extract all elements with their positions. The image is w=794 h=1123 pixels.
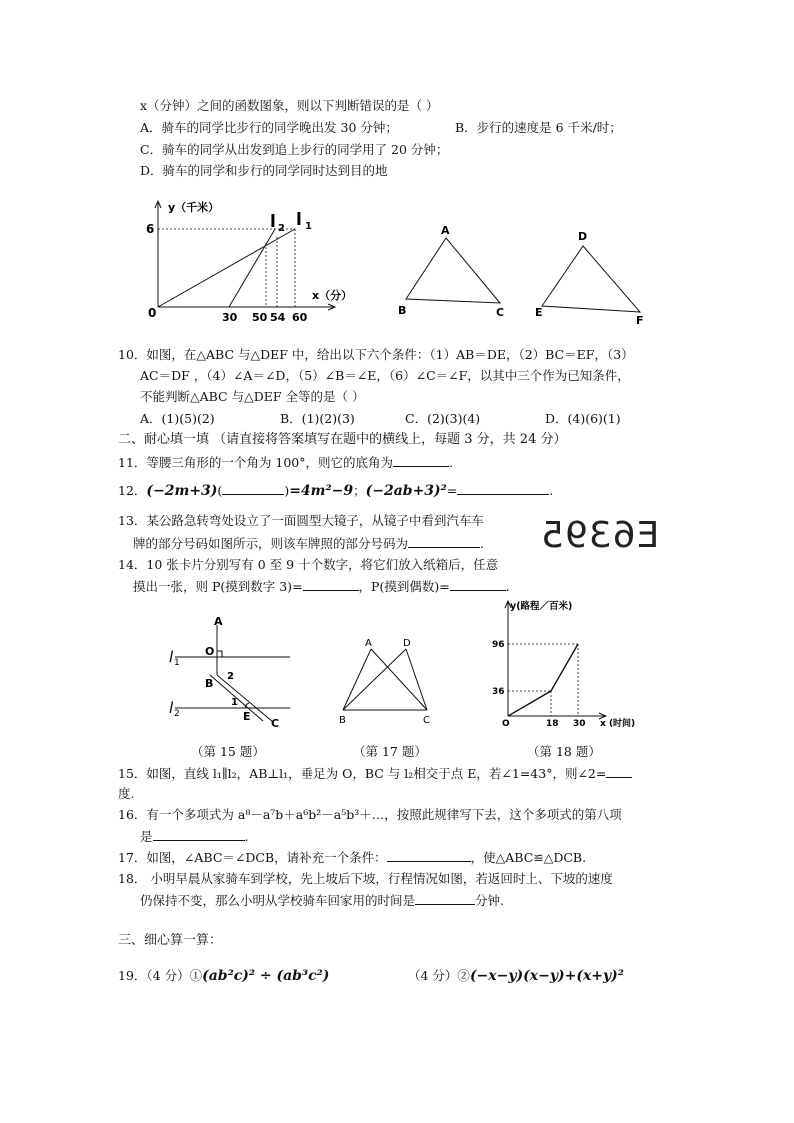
q14-answer-blank-2[interactable] bbox=[450, 578, 506, 591]
q9-graph bbox=[140, 195, 360, 330]
fig18-origin: O bbox=[502, 719, 510, 729]
q9-l1-label: l bbox=[296, 210, 302, 230]
q17-text: 17．如图，∠ABC＝∠DCB，请补充一个条件： bbox=[118, 850, 387, 865]
q13-answer-blank[interactable] bbox=[408, 535, 480, 548]
fig18-t18: 18 bbox=[546, 719, 559, 729]
q16-end: . bbox=[244, 829, 249, 844]
fig17-caption: （第 17 题） bbox=[353, 744, 427, 759]
mirror-plate-image: E6395 bbox=[540, 515, 660, 556]
fig17-line-cd bbox=[406, 649, 427, 710]
q13-line1: 13．某公路急转弯处设立了一面圆型大镜子，从镜子中看到汽车车 bbox=[118, 513, 484, 528]
q18-line2 bbox=[140, 892, 504, 909]
fig17-line-ac bbox=[371, 649, 427, 710]
q19-label1: 19．（4 分）① bbox=[118, 968, 203, 983]
q9-l2-label: l bbox=[270, 212, 276, 232]
q19-label2: （4 分）② bbox=[408, 968, 470, 983]
fig15-l1-sub: 1 bbox=[174, 658, 180, 668]
q14-answer-blank-1[interactable] bbox=[303, 578, 359, 591]
q10-line1: 10．如图，在△ABC 与△DEF 中，给出以下六个条件：（1）AB＝DE，（2）BC＝EF，（3） bbox=[118, 347, 634, 362]
fig17-label-a: A bbox=[365, 638, 372, 649]
fig17-line-ba bbox=[343, 649, 371, 710]
q19-expr1: (ab²c)² ÷ (ab³c²) bbox=[202, 968, 330, 984]
q9-line-l1 bbox=[158, 229, 295, 307]
label-c: C bbox=[496, 306, 505, 319]
q13-end: . bbox=[480, 536, 484, 551]
q16-answer-blank[interactable] bbox=[153, 828, 245, 841]
fig15-l2-label: l bbox=[169, 699, 174, 717]
q12-part2: =4m²−9 bbox=[289, 483, 354, 499]
label-d: D bbox=[578, 230, 588, 243]
fig15 bbox=[165, 615, 295, 735]
fig18-v36: 36 bbox=[492, 687, 505, 697]
fig15-label-o: O bbox=[205, 645, 215, 658]
fig15-angle2: 2 bbox=[227, 671, 234, 682]
q14-end: . bbox=[505, 579, 510, 594]
q12-end: . bbox=[549, 483, 554, 498]
fig15-angle1: 1 bbox=[231, 697, 238, 708]
fig15-label-b: B bbox=[205, 677, 214, 690]
q11 bbox=[118, 454, 453, 471]
q16-text: 是 bbox=[140, 829, 153, 844]
q9-option-b: B．步行的速度是 6 千米/时； bbox=[455, 120, 622, 135]
label-b: B bbox=[398, 304, 407, 317]
q12-paren-close: ) bbox=[284, 483, 290, 498]
q9-y-6: 6 bbox=[146, 222, 155, 236]
q9-l1-sub: 1 bbox=[305, 221, 312, 232]
q15-line1 bbox=[118, 765, 632, 782]
fig15-right-angle bbox=[217, 651, 222, 657]
fig18-y-label: y(路程／百米) bbox=[510, 601, 573, 612]
q14-even-text: ，P(摸到偶数)= bbox=[358, 579, 450, 594]
q10-option-a: A．(1)(5)(2) bbox=[140, 411, 215, 426]
triangles-figure bbox=[390, 220, 660, 330]
q14-p3-text: 摸出一张，则 P(摸到数字 3)= bbox=[133, 579, 303, 594]
q9-stem: x（分钟）之间的函数图象，则以下判断错误的是（ ） bbox=[140, 98, 439, 113]
q10-option-b: B．(1)(2)(3) bbox=[280, 411, 355, 426]
q11-text: 11．等腰三角形的一个角为 100°，则它的底角为 bbox=[118, 455, 393, 470]
q16-line1: 16．有一个多项式为 a⁸－a⁷b＋a⁶b²－a⁵b³＋…，按照此规律写下去，这个多项式的第八项 bbox=[118, 807, 622, 822]
q12-part3: (−2ab+3)² bbox=[365, 483, 447, 499]
fig18-v96: 96 bbox=[492, 640, 505, 650]
q15-answer-blank[interactable] bbox=[606, 765, 632, 778]
q9-tick-54: 54 bbox=[270, 311, 286, 324]
q19-expr2: (−x−y)(x−y)+(x+y)² bbox=[469, 968, 624, 984]
q9-tick-60: 60 bbox=[292, 311, 308, 324]
q10-option-d: D．(4)(6)(1) bbox=[545, 411, 621, 426]
q19-part1 bbox=[118, 966, 329, 986]
section3-title: 三、细心算一算： bbox=[118, 933, 223, 948]
q17 bbox=[118, 849, 586, 866]
fig18-t30: 30 bbox=[573, 719, 586, 729]
fig18-path bbox=[508, 644, 578, 716]
q14-line2 bbox=[133, 578, 510, 595]
fig17-label-c: C bbox=[423, 715, 430, 726]
q12-answer-blank-2[interactable] bbox=[457, 482, 549, 495]
label-f: F bbox=[636, 314, 644, 327]
fig15-l1-label: l bbox=[169, 648, 174, 666]
q12-eq: = bbox=[446, 483, 458, 498]
fig17-label-b: B bbox=[339, 715, 346, 726]
fig17-line-db bbox=[343, 649, 406, 710]
label-e: E bbox=[535, 306, 543, 319]
fig17-label-d: D bbox=[403, 638, 411, 649]
q10-line2: AC＝DF ，（4）∠A＝∠D，（5）∠B＝∠E，（6）∠C＝∠F，以其中三个作为已知条件， bbox=[140, 368, 630, 383]
q13-line2-text: 牌的部分号码如图所示，则该车牌照的部分号码为 bbox=[133, 536, 409, 551]
fig17 bbox=[335, 635, 440, 730]
q19-part2 bbox=[408, 966, 624, 986]
label-a: A bbox=[441, 224, 450, 237]
triangle-abc bbox=[406, 238, 500, 303]
q9-tick-30: 30 bbox=[222, 311, 238, 324]
q12-paren-open: ( bbox=[217, 483, 223, 498]
q9-l2-sub: 2 bbox=[278, 223, 285, 234]
q12-part1: (−2m+3) bbox=[146, 483, 218, 499]
q9-option-d: D．骑车的同学和步行的同学同时达到目的地 bbox=[140, 163, 388, 178]
fig18-caption: （第 18 题） bbox=[527, 744, 601, 759]
fig15-label-a: A bbox=[214, 615, 223, 628]
q9-tick-50: 50 bbox=[252, 311, 268, 324]
q18-answer-blank[interactable] bbox=[415, 892, 475, 905]
fig15-l2-sub: 2 bbox=[174, 709, 180, 719]
q9-option-c: C．骑车的同学从出发到追上步行的同学用了 20 分钟； bbox=[140, 142, 449, 157]
fig18-x-label: x (时间) bbox=[600, 719, 636, 729]
q18-line1: 18． 小明早晨从家骑车到学校，先上坡后下坡，行程情况如图，若返回时上、下坡的速度 bbox=[118, 871, 613, 886]
q16-line2 bbox=[140, 828, 249, 845]
fig15-caption: （第 15 题） bbox=[191, 744, 265, 759]
q12 bbox=[118, 481, 553, 501]
q18-end: 分钟. bbox=[475, 893, 504, 908]
fig15-label-e: E bbox=[243, 710, 251, 723]
q15-text: 15．如图，直线 l₁∥l₂，AB⊥l₁，垂足为 O，BC 与 l₂相交于点 E，若∠1=43°，则∠2= bbox=[118, 766, 607, 781]
q13-line2 bbox=[133, 535, 484, 552]
q9-y-label: y（千米） bbox=[168, 201, 220, 214]
fig18 bbox=[488, 598, 648, 733]
section2-title: 二、耐心填一填 （请直接将答案填写在题中的横线上，每题 3 分，共 24 分） bbox=[118, 432, 567, 447]
q10-line3: 不能判断△ABC 与△DEF 全等的是（ ） bbox=[140, 389, 365, 404]
q18-text: 仍保持不变，那么小明从学校骑车回家用的时间是 bbox=[140, 893, 416, 908]
q12-num: 12． bbox=[118, 483, 147, 498]
q17-end: ，使△ABC≌△DCB. bbox=[470, 850, 587, 865]
q15-line2: 度. bbox=[118, 786, 135, 801]
fig15-label-c: C bbox=[271, 717, 280, 730]
q10-option-c: C．(2)(3)(4) bbox=[405, 411, 481, 426]
q11-end: . bbox=[449, 455, 453, 470]
q14-line1: 14．10 张卡片分别写有 0 至 9 十个数字，将它们放入纸箱后，任意 bbox=[118, 557, 499, 572]
q12-answer-blank-1[interactable] bbox=[222, 482, 284, 495]
triangle-def bbox=[542, 246, 640, 312]
q9-origin: 0 bbox=[148, 306, 157, 320]
q9-option-a: A．骑车的同学比步行的同学晚出发 30 分钟； bbox=[140, 120, 398, 135]
q12-sep: ； bbox=[353, 483, 366, 498]
q9-x-label: x（分） bbox=[312, 289, 353, 302]
q11-answer-blank[interactable] bbox=[393, 454, 449, 467]
q17-answer-blank[interactable] bbox=[387, 849, 471, 862]
q9-line-l2 bbox=[229, 229, 275, 307]
